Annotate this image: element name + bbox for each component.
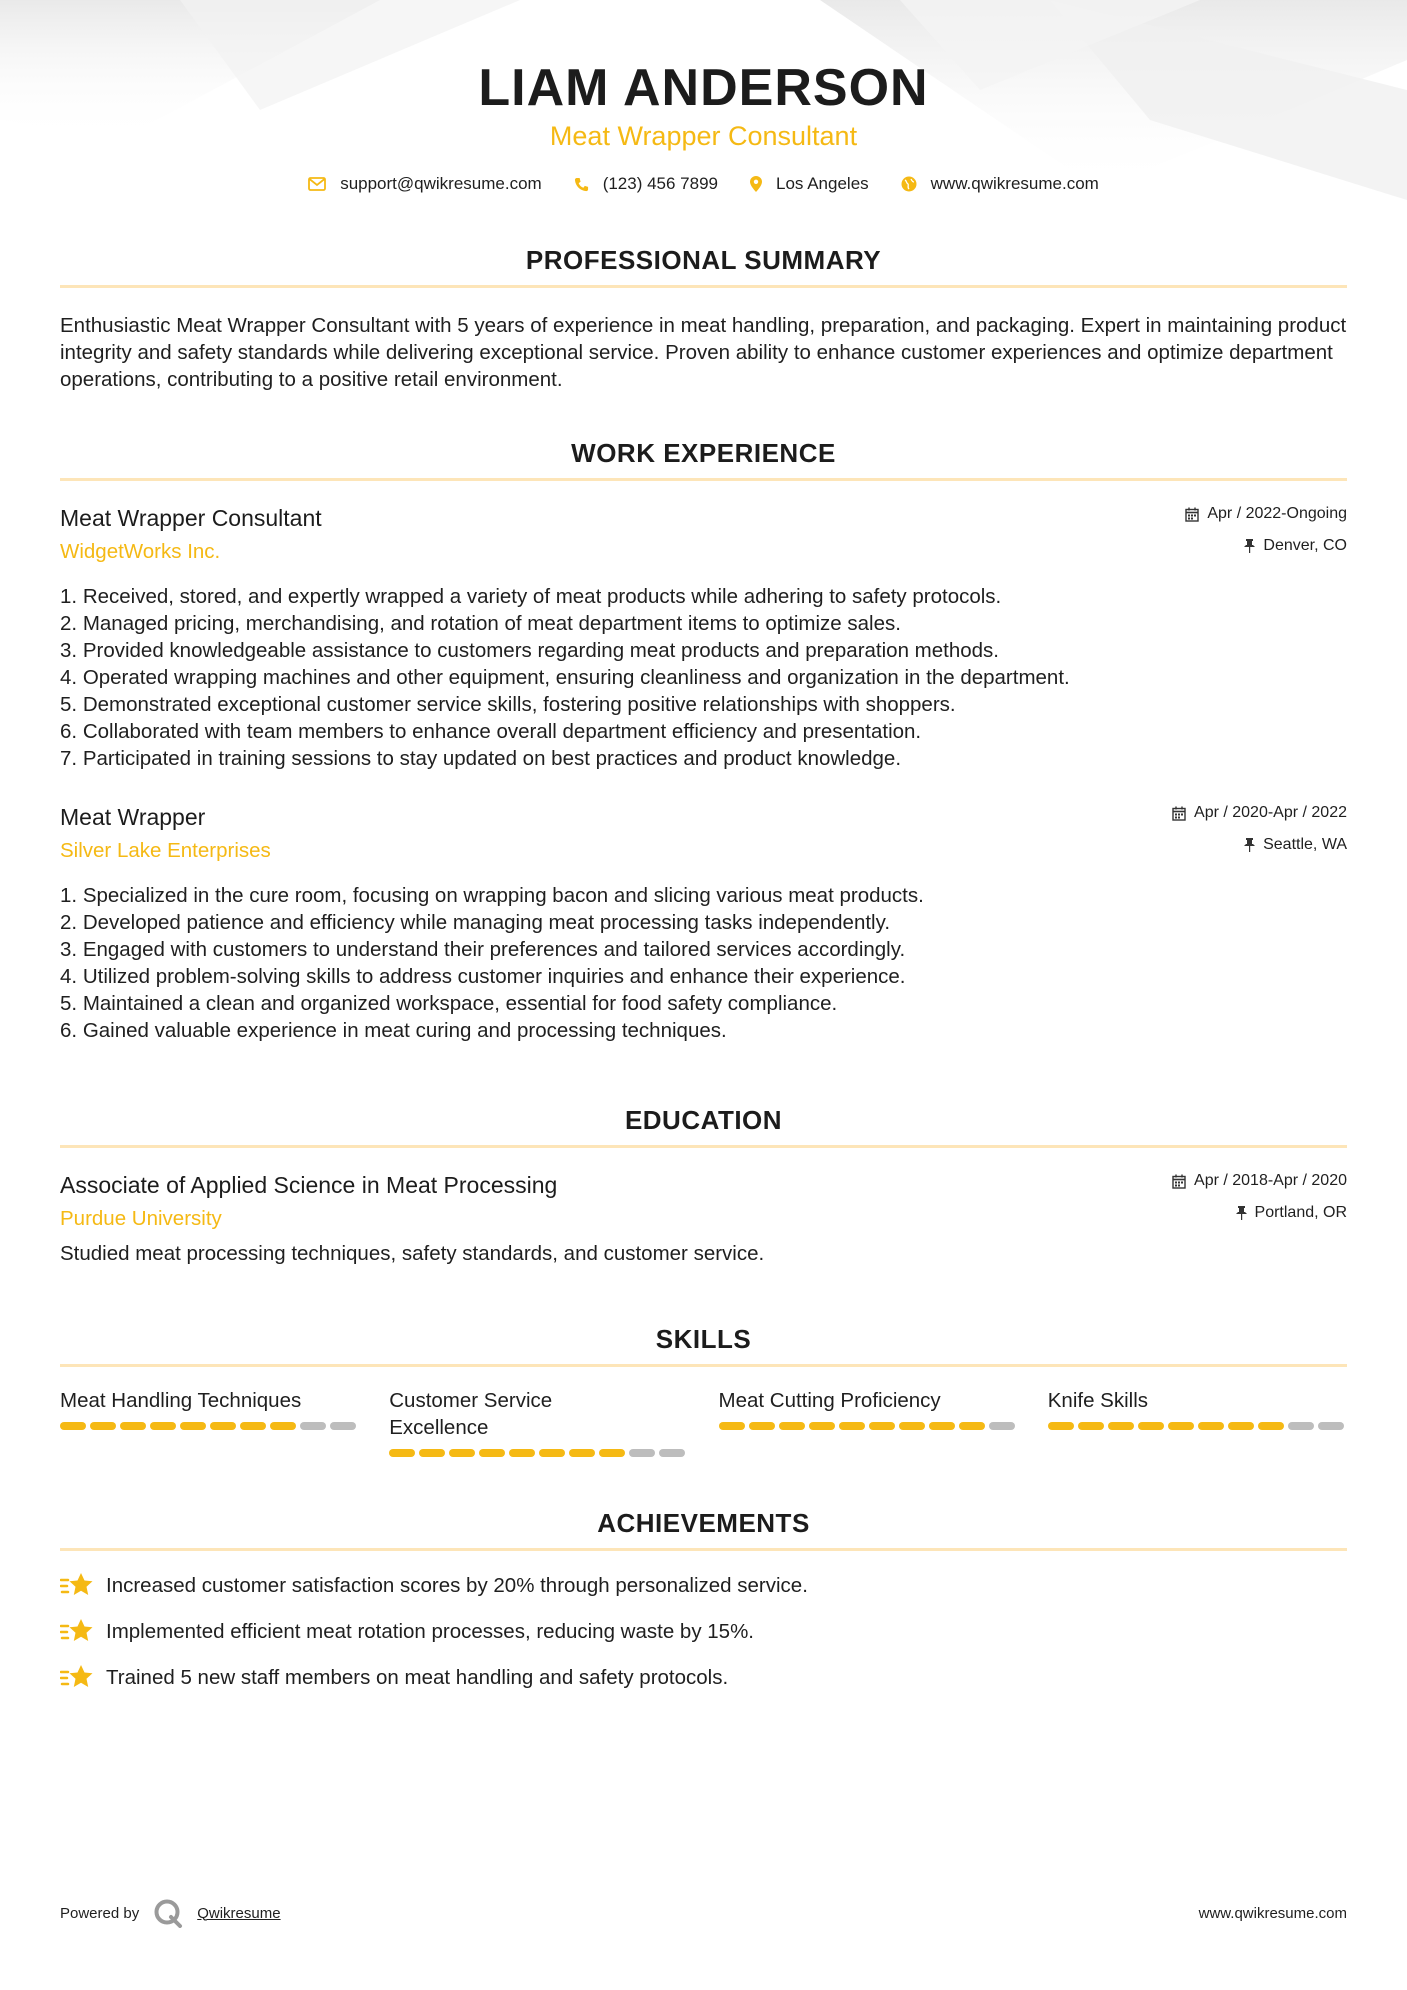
- skills-heading: SKILLS: [655, 1324, 752, 1354]
- envelope-icon: [308, 177, 326, 191]
- education-location: Portland, OR: [1254, 1204, 1347, 1221]
- star-icon: [60, 1617, 94, 1645]
- contact-location: [750, 174, 869, 194]
- skill-name: Meat Handling Techniques: [60, 1389, 302, 1412]
- job-title: Meat Wrapper: [60, 804, 206, 830]
- skill-segment-filled: [120, 1422, 146, 1430]
- summary-rule: [60, 285, 1347, 288]
- achievements-section: [60, 1507, 1347, 1691]
- skill-segment-filled: [839, 1422, 865, 1430]
- job-title: Meat Wrapper Consultant: [60, 505, 322, 531]
- skill-segment-empty: [300, 1422, 326, 1430]
- job-duties: [60, 583, 1347, 772]
- phone-icon: [574, 177, 589, 192]
- candidate-name: LIAM ANDERSON: [478, 59, 929, 117]
- skill-segment-filled: [449, 1449, 475, 1457]
- skill-segment-filled: [959, 1422, 985, 1430]
- skill-segment-empty: [659, 1449, 685, 1457]
- experience-rule: [60, 478, 1347, 481]
- skills-rule: [60, 1364, 1347, 1367]
- map-pin-icon: [750, 176, 762, 192]
- duty-item: Gained valuable experience in meat curing and processing techniques.: [82, 1019, 727, 1042]
- duty-item: Managed pricing, merchandising, and rotation of meat department items to optimize sales.: [82, 612, 901, 635]
- skill-segment-filled: [719, 1422, 745, 1430]
- powered-by: [60, 1898, 281, 1928]
- globe-icon: [901, 176, 917, 192]
- skill-segment-filled: [1228, 1422, 1254, 1430]
- calendar-icon: [1185, 507, 1199, 522]
- skills-grid: [60, 1387, 1347, 1457]
- skill-segment-empty: [1288, 1422, 1314, 1430]
- skill-segment-filled: [1168, 1422, 1194, 1430]
- skill-segment-filled: [599, 1449, 625, 1457]
- skill-segment-filled: [1078, 1422, 1104, 1430]
- experience-section: [60, 437, 1347, 1044]
- contact-bar: [60, 174, 1347, 194]
- duty-item: Received, stored, and expertly wrapped a variety of meat products while adhering to safety protocols.: [82, 585, 1002, 608]
- education-section: [60, 1104, 1347, 1267]
- experience-heading: WORK EXPERIENCE: [571, 438, 836, 468]
- school-name: Purdue University: [60, 1207, 222, 1230]
- education-dates: Apr / 2018-Apr / 2020: [1194, 1172, 1347, 1189]
- skill-segment-filled: [60, 1422, 86, 1430]
- skill-segment-filled: [419, 1449, 445, 1457]
- achievements-heading: ACHIEVEMENTS: [597, 1508, 810, 1538]
- skill-level-bar: [60, 1422, 359, 1430]
- skill-segment-filled: [1048, 1422, 1074, 1430]
- contact-phone-text: (123) 456 7899: [602, 174, 719, 193]
- skills-section: [60, 1323, 1347, 1457]
- contact-website-text: www.qwikresume.com: [930, 174, 1099, 193]
- job-entry: [60, 503, 1347, 772]
- job-entry: [60, 802, 1347, 1044]
- pin-icon: [1244, 539, 1255, 553]
- skill-segment-filled: [779, 1422, 805, 1430]
- education-description: Studied meat processing techniques, safety standards, and customer service.: [60, 1242, 765, 1265]
- degree-title: Associate of Applied Science in Meat Processing: [60, 1172, 558, 1198]
- achievements-list: [60, 1571, 1347, 1691]
- skill-segment-filled: [899, 1422, 925, 1430]
- education-heading: EDUCATION: [624, 1105, 783, 1135]
- duty-item: Participated in training sessions to stay updated on best practices and product knowledge.: [82, 747, 902, 770]
- qwikresume-link[interactable]: Qwikresume: [197, 1904, 281, 1922]
- duty-item: Demonstrated exceptional customer service skills, fostering positive relationships with shoppers.: [82, 693, 956, 716]
- skill-name: Customer Service Excellence: [389, 1389, 553, 1439]
- skill-segment-filled: [1258, 1422, 1284, 1430]
- skill-level-bar: [1048, 1422, 1347, 1430]
- skill-item: [719, 1387, 1018, 1457]
- powered-by-label: Powered by: [60, 1904, 140, 1922]
- job-company: WidgetWorks Inc.: [60, 540, 221, 563]
- candidate-title: Meat Wrapper Consultant: [549, 121, 858, 151]
- achievement-item: [60, 1617, 1347, 1645]
- achievement-text: Trained 5 new staff members on meat handling and safety protocols.: [106, 1665, 729, 1689]
- skill-segment-filled: [210, 1422, 236, 1430]
- skill-segment-filled: [180, 1422, 206, 1430]
- contact-email-text: support@qwikresume.com: [340, 174, 542, 193]
- page-footer: [60, 1898, 1347, 1928]
- skill-segment-empty: [1318, 1422, 1344, 1430]
- job-company: Silver Lake Enterprises: [60, 839, 271, 862]
- achievement-item: [60, 1663, 1347, 1691]
- skill-level-bar: [719, 1422, 1018, 1430]
- skill-segment-filled: [539, 1449, 565, 1457]
- skill-segment-filled: [150, 1422, 176, 1430]
- skill-item: [1048, 1387, 1347, 1457]
- skill-segment-filled: [270, 1422, 296, 1430]
- summary-heading: PROFESSIONAL SUMMARY: [525, 245, 882, 275]
- contact-website[interactable]: [901, 174, 1099, 194]
- duty-item: Collaborated with team members to enhance overall department efficiency and presentation.: [82, 720, 922, 743]
- job-duties: [60, 882, 1347, 1044]
- achievement-text: Implemented efficient meat rotation processes, reducing waste by 15%.: [106, 1619, 754, 1643]
- duty-item: Developed patience and efficiency while managing meat processing tasks independently.: [82, 911, 891, 934]
- calendar-icon: [1172, 806, 1186, 821]
- skill-name: Meat Cutting Proficiency: [718, 1389, 941, 1412]
- footer-website[interactable]: www.qwikresume.com: [1198, 1904, 1347, 1922]
- job-dates: Apr / 2020-Apr / 2022: [1194, 804, 1347, 821]
- duty-item: Provided knowledgeable assistance to customers regarding meat products and preparation methods.: [82, 639, 1000, 662]
- skill-segment-empty: [330, 1422, 356, 1430]
- skill-segment-filled: [1138, 1422, 1164, 1430]
- skill-segment-filled: [240, 1422, 266, 1430]
- skill-segment-filled: [569, 1449, 595, 1457]
- duty-item: Specialized in the cure room, focusing on wrapping bacon and slicing various meat products.: [82, 884, 924, 907]
- job-location: Seattle, WA: [1263, 836, 1347, 853]
- pin-icon: [1244, 838, 1255, 852]
- job-dates: Apr / 2022-Ongoing: [1207, 505, 1347, 522]
- skill-segment-filled: [389, 1449, 415, 1457]
- summary-text: Enthusiastic Meat Wrapper Consultant with 5 years of experience in meat handling, preparation, and packaging. Expert in maintaining product integrity and safety standards while delivering exceptional service. Proven ability to enhance customer experiences and optimize department operations, contributing to a positive retail environment.: [60, 314, 1347, 391]
- job-location: Denver, CO: [1263, 537, 1347, 554]
- skill-level-bar: [389, 1449, 688, 1457]
- achievement-text: Increased customer satisfaction scores by 20% through personalized service.: [106, 1573, 808, 1597]
- skill-segment-filled: [809, 1422, 835, 1430]
- skill-segment-filled: [749, 1422, 775, 1430]
- pin-icon: [1236, 1206, 1247, 1220]
- duty-item: Maintained a clean and organized workspace, essential for food safety compliance.: [82, 992, 838, 1015]
- duty-item: Engaged with customers to understand their preferences and tailored services accordingly.: [82, 938, 906, 961]
- skill-segment-filled: [869, 1422, 895, 1430]
- contact-email[interactable]: [308, 174, 542, 194]
- contact-location-text: Los Angeles: [776, 174, 869, 193]
- skill-segment-filled: [509, 1449, 535, 1457]
- skill-segment-empty: [989, 1422, 1015, 1430]
- skill-segment-filled: [479, 1449, 505, 1457]
- achievements-rule: [60, 1548, 1347, 1551]
- skill-segment-filled: [1198, 1422, 1224, 1430]
- star-icon: [60, 1571, 94, 1599]
- skill-segment-empty: [629, 1449, 655, 1457]
- skill-segment-filled: [90, 1422, 116, 1430]
- contact-phone[interactable]: [574, 174, 718, 194]
- calendar-icon: [1172, 1174, 1186, 1189]
- qwikresume-logo-icon: [153, 1898, 183, 1928]
- skill-name: Knife Skills: [1047, 1389, 1149, 1412]
- skill-item: [60, 1387, 359, 1457]
- skill-segment-filled: [1108, 1422, 1134, 1430]
- star-icon: [60, 1663, 94, 1691]
- skill-item: [389, 1387, 688, 1457]
- achievement-item: [60, 1571, 1347, 1599]
- skill-segment-filled: [929, 1422, 955, 1430]
- education-rule: [60, 1145, 1347, 1148]
- resume-header: [60, 0, 1347, 194]
- duty-item: Utilized problem-solving skills to address customer inquiries and enhance their experience.: [82, 965, 906, 988]
- summary-section: [60, 244, 1347, 393]
- duty-item: Operated wrapping machines and other equipment, ensuring cleanliness and organization in the department.: [82, 666, 1070, 689]
